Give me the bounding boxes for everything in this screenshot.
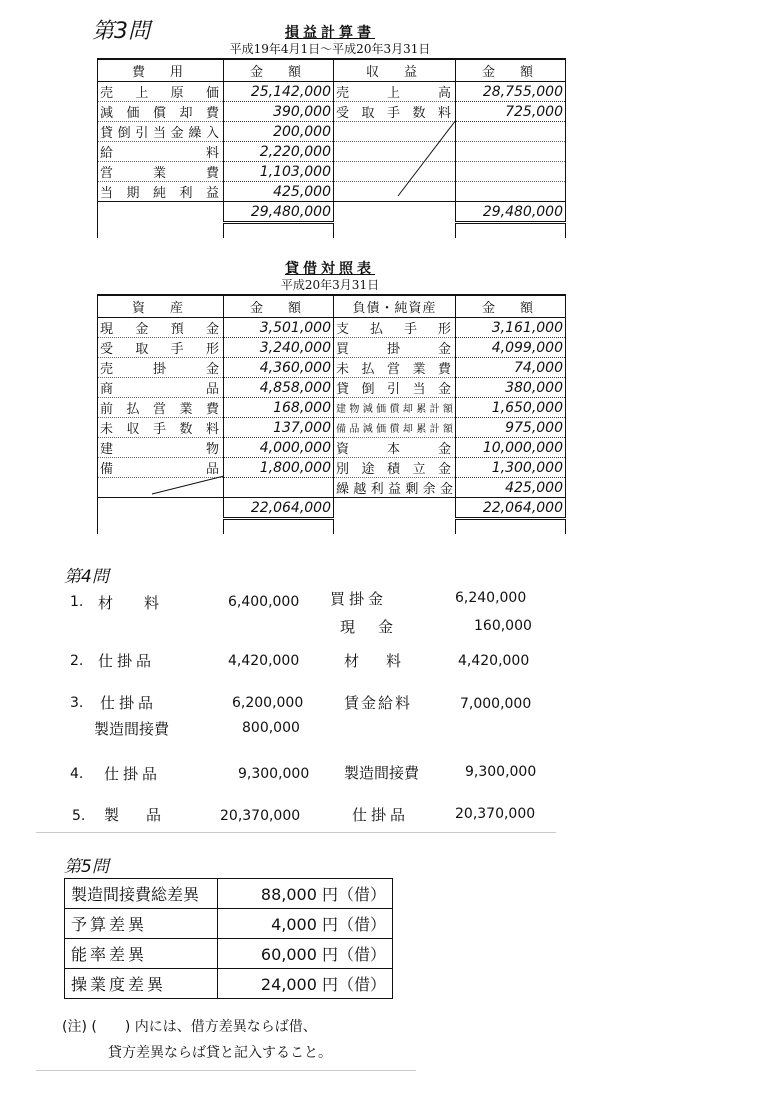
account-name: 備品減価償却累計額: [334, 418, 456, 438]
credit-amount: 4,420,000: [458, 653, 530, 669]
total-amount: 22,064,000: [456, 498, 566, 519]
amount: 2,220,000: [224, 142, 334, 162]
table-row: [65, 969, 393, 999]
account-name: 給料: [98, 142, 224, 162]
amount: 1,800,000: [224, 458, 334, 478]
header-assets: 資 産: [98, 295, 224, 318]
amount: 3,501,000: [224, 318, 334, 338]
variance-table: [64, 878, 393, 999]
entry-number: 3.: [70, 695, 84, 711]
account-name: 支払手形: [334, 318, 456, 338]
amount: 168,000: [224, 398, 334, 418]
credit-account: 仕掛品: [352, 806, 410, 824]
amount: 4,858,000: [224, 378, 334, 398]
credit-account: 現 金: [340, 618, 398, 636]
table-row: [98, 122, 566, 142]
amount: 425,000: [456, 478, 566, 498]
amount: 975,000: [456, 418, 566, 438]
balance-sheet-period: 平成20年3月31日: [280, 278, 380, 292]
account-name: 売上高: [334, 82, 456, 102]
variance-value: 88,000 円（借）: [218, 879, 393, 909]
note-line-2: 貸方差異ならば貸と記入すること。: [108, 1045, 332, 1061]
debit-account: 仕掛品: [104, 765, 162, 783]
amount: 4,099,000: [456, 338, 566, 358]
table-row: [98, 182, 566, 202]
account-name: 買掛金: [334, 338, 456, 358]
balance-sheet-title: 貸借対照表: [285, 261, 375, 277]
account-name: 建物: [98, 438, 224, 458]
variance-value: 24,000 円（借）: [218, 969, 393, 999]
account-name: 建物減価償却累計額: [334, 398, 456, 418]
total-amount: 29,480,000: [456, 202, 566, 223]
income-statement-title: 損益計算書: [285, 25, 375, 41]
note-line-1: (注) ( ) 内には、借方差異ならば借、: [62, 1019, 317, 1035]
amount: 200,000: [224, 122, 334, 142]
debit-account: 製造間接費: [94, 720, 170, 738]
amount: 4,360,000: [224, 358, 334, 378]
table-row: [98, 142, 566, 162]
amount: 725,000: [456, 102, 566, 122]
account-name: 資本金: [334, 438, 456, 458]
debit-account: 材 料: [98, 594, 168, 612]
account-name: 前払営業費: [98, 398, 224, 418]
amount: 1,650,000: [456, 398, 566, 418]
credit-account: 製造間接費: [344, 764, 420, 782]
closing-slash-line: [396, 118, 458, 198]
table-row: [65, 909, 393, 939]
closing-slash-line: [150, 474, 226, 496]
header-amount: 金 額: [224, 295, 334, 318]
debit-amount: 9,300,000: [238, 766, 310, 782]
amount: 3,161,000: [456, 318, 566, 338]
table-row: [98, 82, 566, 102]
credit-amount: 160,000: [474, 618, 532, 634]
table-row: [98, 338, 566, 358]
credit-account: 買掛金: [330, 590, 388, 608]
credit-account: 材 料: [344, 652, 408, 670]
account-name: 商品: [98, 378, 224, 398]
table-row: [98, 358, 566, 378]
credit-amount: 20,370,000: [455, 806, 536, 822]
credit-amount: 7,000,000: [460, 696, 532, 712]
account-name: 受取手数料: [334, 102, 456, 122]
amount: 25,142,000: [224, 82, 334, 102]
amount: 10,000,000: [456, 438, 566, 458]
debit-amount: 6,400,000: [228, 594, 300, 610]
debit-amount: 4,420,000: [228, 653, 300, 669]
income-statement-period: 平成19年4月1日〜平成20年3月31日: [229, 42, 431, 56]
debit-amount: 20,370,000: [220, 808, 301, 824]
account-name: 減価償却費: [98, 102, 224, 122]
table-header-row: [98, 59, 566, 82]
total-row: [98, 202, 566, 223]
variance-value: 4,000 円（借）: [218, 909, 393, 939]
header-amount: 金 額: [224, 59, 334, 82]
total-amount: 29,480,000: [224, 202, 334, 223]
question-5-label: 第5問: [64, 857, 109, 877]
account-name: 営業費: [98, 162, 224, 182]
question-4-label: 第4問: [64, 567, 109, 587]
amount: 1,103,000: [224, 162, 334, 182]
debit-amount: 6,200,000: [232, 695, 304, 711]
variance-label: 予算差異: [65, 909, 218, 939]
amount: 3,240,000: [224, 338, 334, 358]
header-amount: 金 額: [456, 59, 566, 82]
table-row: [98, 162, 566, 182]
account-name: 受取手形: [98, 338, 224, 358]
amount: 390,000: [224, 102, 334, 122]
variance-label: 製造間接費総差異: [65, 879, 218, 909]
total-amount: 22,064,000: [224, 498, 334, 519]
entry-number: 5.: [72, 808, 86, 824]
amount: 28,755,000: [456, 82, 566, 102]
table-row: [65, 939, 393, 969]
variance-value: 60,000 円（借）: [218, 939, 393, 969]
credit-amount: 6,240,000: [455, 590, 527, 606]
variance-label: 操業度差異: [65, 969, 218, 999]
divider: [36, 832, 556, 833]
amount: 4,000,000: [224, 438, 334, 458]
table-row: [98, 378, 566, 398]
table-row: [98, 398, 566, 418]
amount: 425,000: [224, 182, 334, 202]
debit-account: 仕掛品: [100, 694, 158, 712]
account-name: 未収手数料: [98, 418, 224, 438]
account-name: 売上原価: [98, 82, 224, 102]
amount: 137,000: [224, 418, 334, 438]
header-expenses: 費 用: [98, 59, 224, 82]
account-name: 当期純利益: [98, 182, 224, 202]
divider: [36, 1070, 416, 1071]
question-3-label: 第3問: [92, 19, 150, 44]
entry-number: 4.: [70, 766, 84, 782]
account-name: 未払営業費: [334, 358, 456, 378]
entry-number: 1.: [70, 594, 84, 610]
table-header-row: [98, 295, 566, 318]
header-liabilities-equity: 負債・純資産: [334, 295, 456, 318]
header-amount: 金 額: [456, 295, 566, 318]
debit-amount: 800,000: [242, 720, 300, 736]
table-row: [98, 418, 566, 438]
table-row: [98, 438, 566, 458]
credit-account: 賃金給料: [344, 694, 413, 712]
entry-number: 2.: [70, 653, 84, 669]
account-name: 備品: [98, 458, 224, 478]
account-name: 貸倒引当金繰入: [98, 122, 224, 142]
debit-account: 製 品: [104, 806, 168, 824]
account-name: 現金預金: [98, 318, 224, 338]
amount: 1,300,000: [456, 458, 566, 478]
account-name: 別途積立金: [334, 458, 456, 478]
debit-account: 仕掛品: [98, 652, 156, 670]
table-row: [98, 102, 566, 122]
table-row: [98, 318, 566, 338]
account-name: 売掛金: [98, 358, 224, 378]
variance-label: 能率差異: [65, 939, 218, 969]
header-revenues: 収 益: [334, 59, 456, 82]
account-name: 貸倒引当金: [334, 378, 456, 398]
credit-amount: 9,300,000: [465, 764, 537, 780]
amount: 74,000: [456, 358, 566, 378]
total-row: [98, 498, 566, 519]
balance-sheet-table: [97, 294, 566, 534]
income-statement-table: [97, 58, 566, 238]
amount: 380,000: [456, 378, 566, 398]
table-row: [65, 879, 393, 909]
account-name: 繰越利益剰余金: [334, 478, 456, 498]
